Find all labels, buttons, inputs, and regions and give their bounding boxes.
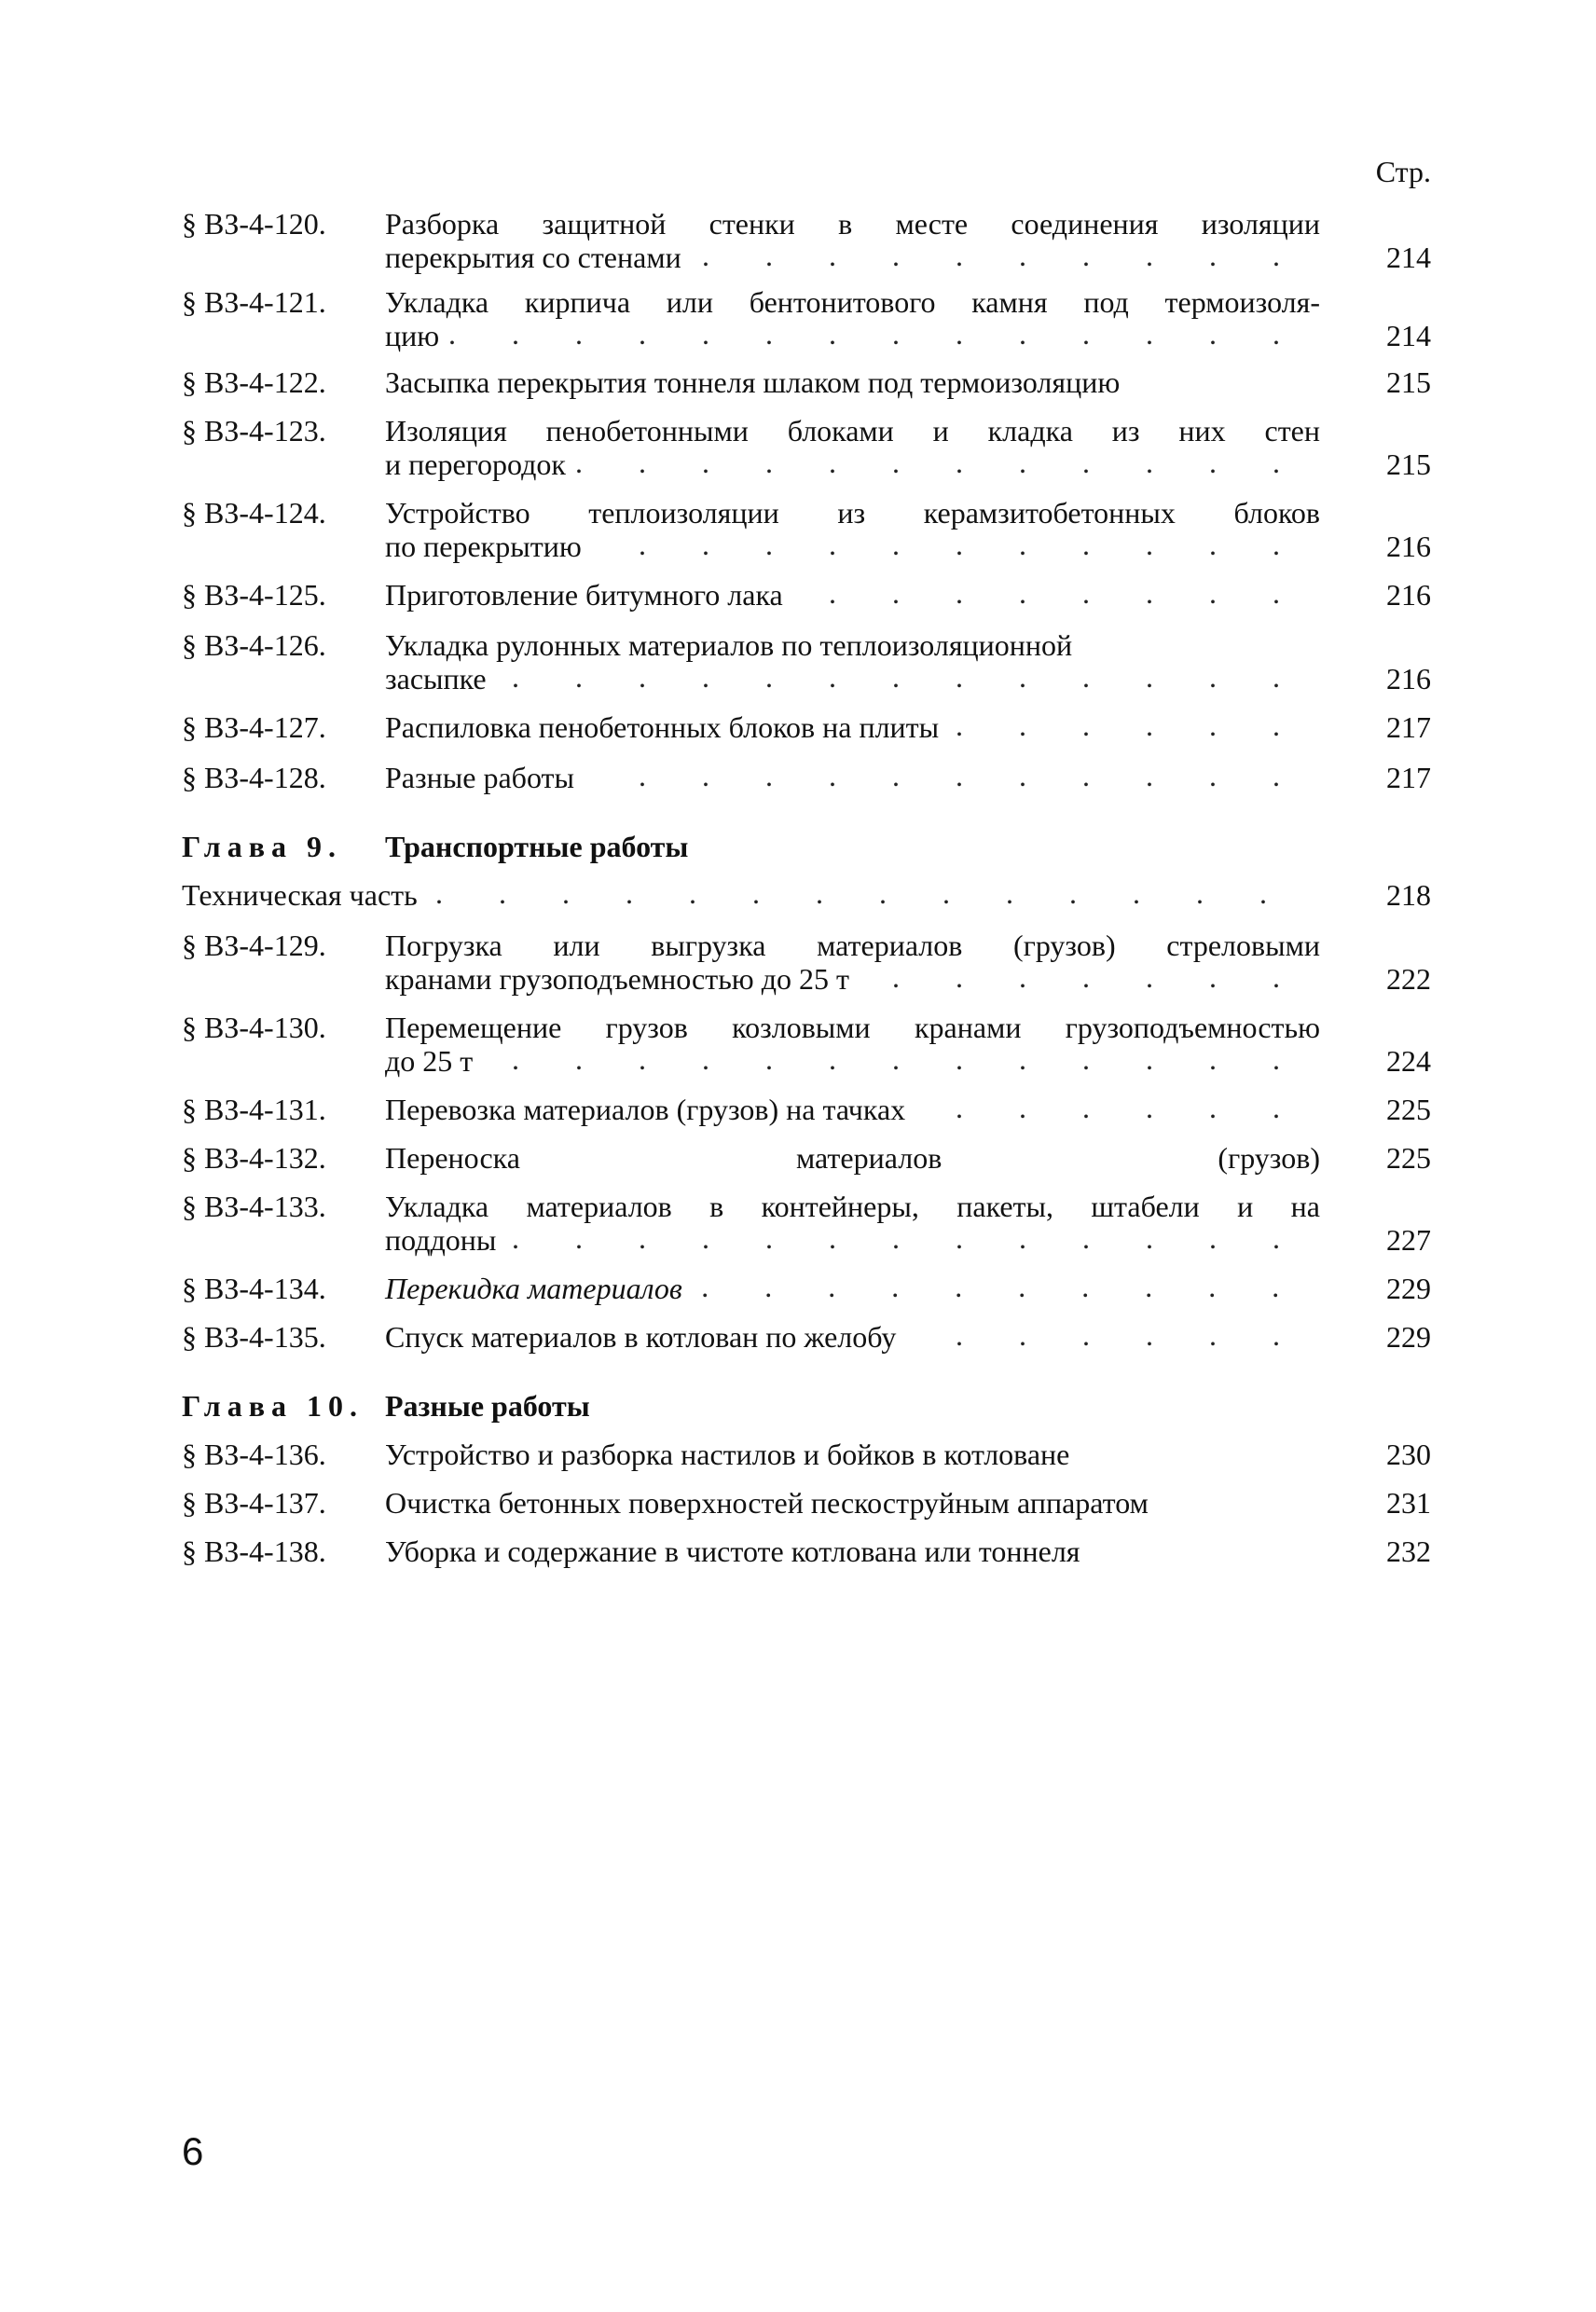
section-code: § ВЗ-4-124. [182,496,326,530]
section-code: § ВЗ-4-132. [182,1141,326,1175]
chapter-label: Глава 10. [182,1389,364,1423]
page-number: 6 [182,2129,204,2173]
toc-entry-title: Устройство теплоизоляции из керамзитобетонных блоков . . . по перекрытию [385,496,1320,563]
page-ref: 225 [1386,1141,1431,1175]
section-code: § ВЗ-4-121. [182,285,326,319]
dot-leader [385,1042,1320,1076]
page-ref: 218 [1386,878,1431,912]
section-code: § ВЗ-4-138. [182,1534,326,1568]
section-code: § ВЗ-4-120. [182,207,326,241]
page-ref: 227 [1386,1223,1431,1257]
section-code: § ВЗ-4-127. [182,710,326,744]
chapter-title: Транспортные работы [385,830,689,863]
chapter-label: Глава 9. [182,830,342,863]
toc-entry-title: Укладка кирпича или бентонитового камня под термоизоля- . . . цию [385,285,1320,352]
section-code: § ВЗ-4-126. [182,628,326,662]
toc-entry-title: Укладка материалов в контейнеры, пакеты, штабели и на . . . поддоны [385,1190,1320,1257]
section-code: § ВЗ-4-135. [182,1320,326,1354]
page-ref: 231 [1386,1486,1431,1520]
toc-entry-title: . . . Приготовление битумного лака [385,578,1320,612]
section-code: § ВЗ-4-133. [182,1190,326,1223]
page-column-header: Стр. [1375,155,1431,188]
toc-entry-title: . . . Разные работы [385,761,1320,794]
page-ref: 216 [1386,530,1431,563]
section-code: § ВЗ-4-136. [182,1438,326,1471]
page-ref: 225 [1386,1093,1431,1126]
toc-entry-title: Укладка рулонных материалов по теплоизоляционной . . . засыпке [385,628,1320,695]
section-code: § ВЗ-4-130. [182,1011,326,1044]
page-ref: 215 [1386,365,1431,399]
section-code: § ВЗ-4-134. [182,1272,326,1305]
page-ref: 214 [1386,319,1431,352]
page-ref: 216 [1386,578,1431,612]
page-ref: 216 [1386,662,1431,695]
page-ref: 215 [1386,447,1431,481]
page-ref: 222 [1386,962,1431,996]
section-code: § ВЗ-4-122. [182,365,326,399]
toc-entry-title: . . . Перевозка материалов (грузов) на тачках [385,1093,1320,1126]
section-code: § ВЗ-4-129. [182,929,326,962]
dot-leader [385,317,1320,351]
toc-entry-title: Засыпка перекрытия тоннеля шлаком под термоизоляцию [385,365,1121,399]
toc-entry-title: . . . Перекидка материалов [385,1272,1320,1305]
toc-entry-title: Погрузка или выгрузка материалов (грузов) стреловыми . . . кранами грузоподъемностью до 25 т [385,929,1320,996]
section-code: § ВЗ-4-131. [182,1093,326,1126]
chapter-title: Разные работы [385,1389,590,1423]
toc-entry-title: Переноска материалов (грузов) [385,1141,1320,1175]
toc-entry-title: Очистка бетонных поверхностей пескоструйным аппаратом [385,1486,1149,1520]
toc-entry-title: . . . Распиловка пенобетонных блоков на плиты [385,710,1320,744]
page-ref: 217 [1386,710,1431,744]
section-code: § ВЗ-4-137. [182,1486,326,1520]
page-ref: 224 [1386,1044,1431,1078]
section-code: § ВЗ-4-125. [182,578,326,612]
page-ref: 232 [1386,1534,1431,1568]
section-code: § ВЗ-4-123. [182,414,326,447]
dot-leader [385,660,1320,694]
section-code: § ВЗ-4-128. [182,761,326,794]
page-ref: 217 [1386,761,1431,794]
page-ref: 214 [1386,241,1431,274]
toc-entry-title: Уборка и содержание в чистоте котлована или тоннеля [385,1534,1080,1568]
page-ref: 229 [1386,1272,1431,1305]
page-ref: 230 [1386,1438,1431,1471]
page-ref: 229 [1386,1320,1431,1354]
toc-entry-title: . . . Техническая часть [182,878,1320,912]
dot-leader [385,1221,1320,1255]
toc-entry-title: . . . Спуск материалов в котлован по желобу [385,1320,1320,1354]
toc-entry-title: Изоляция пенобетонными блоками и кладка из них стен . . . и перегородок [385,414,1320,481]
toc-entry-title: Разборка защитной стенки в месте соединения изоляции . . . перекрытия со стенами [385,207,1320,274]
toc-entry-title: Устройство и разборка настилов и бойков в котловане [385,1438,1070,1471]
toc-entry-title: Перемещение грузов козловыми кранами грузоподъемностью . . . до 25 т [385,1011,1320,1078]
